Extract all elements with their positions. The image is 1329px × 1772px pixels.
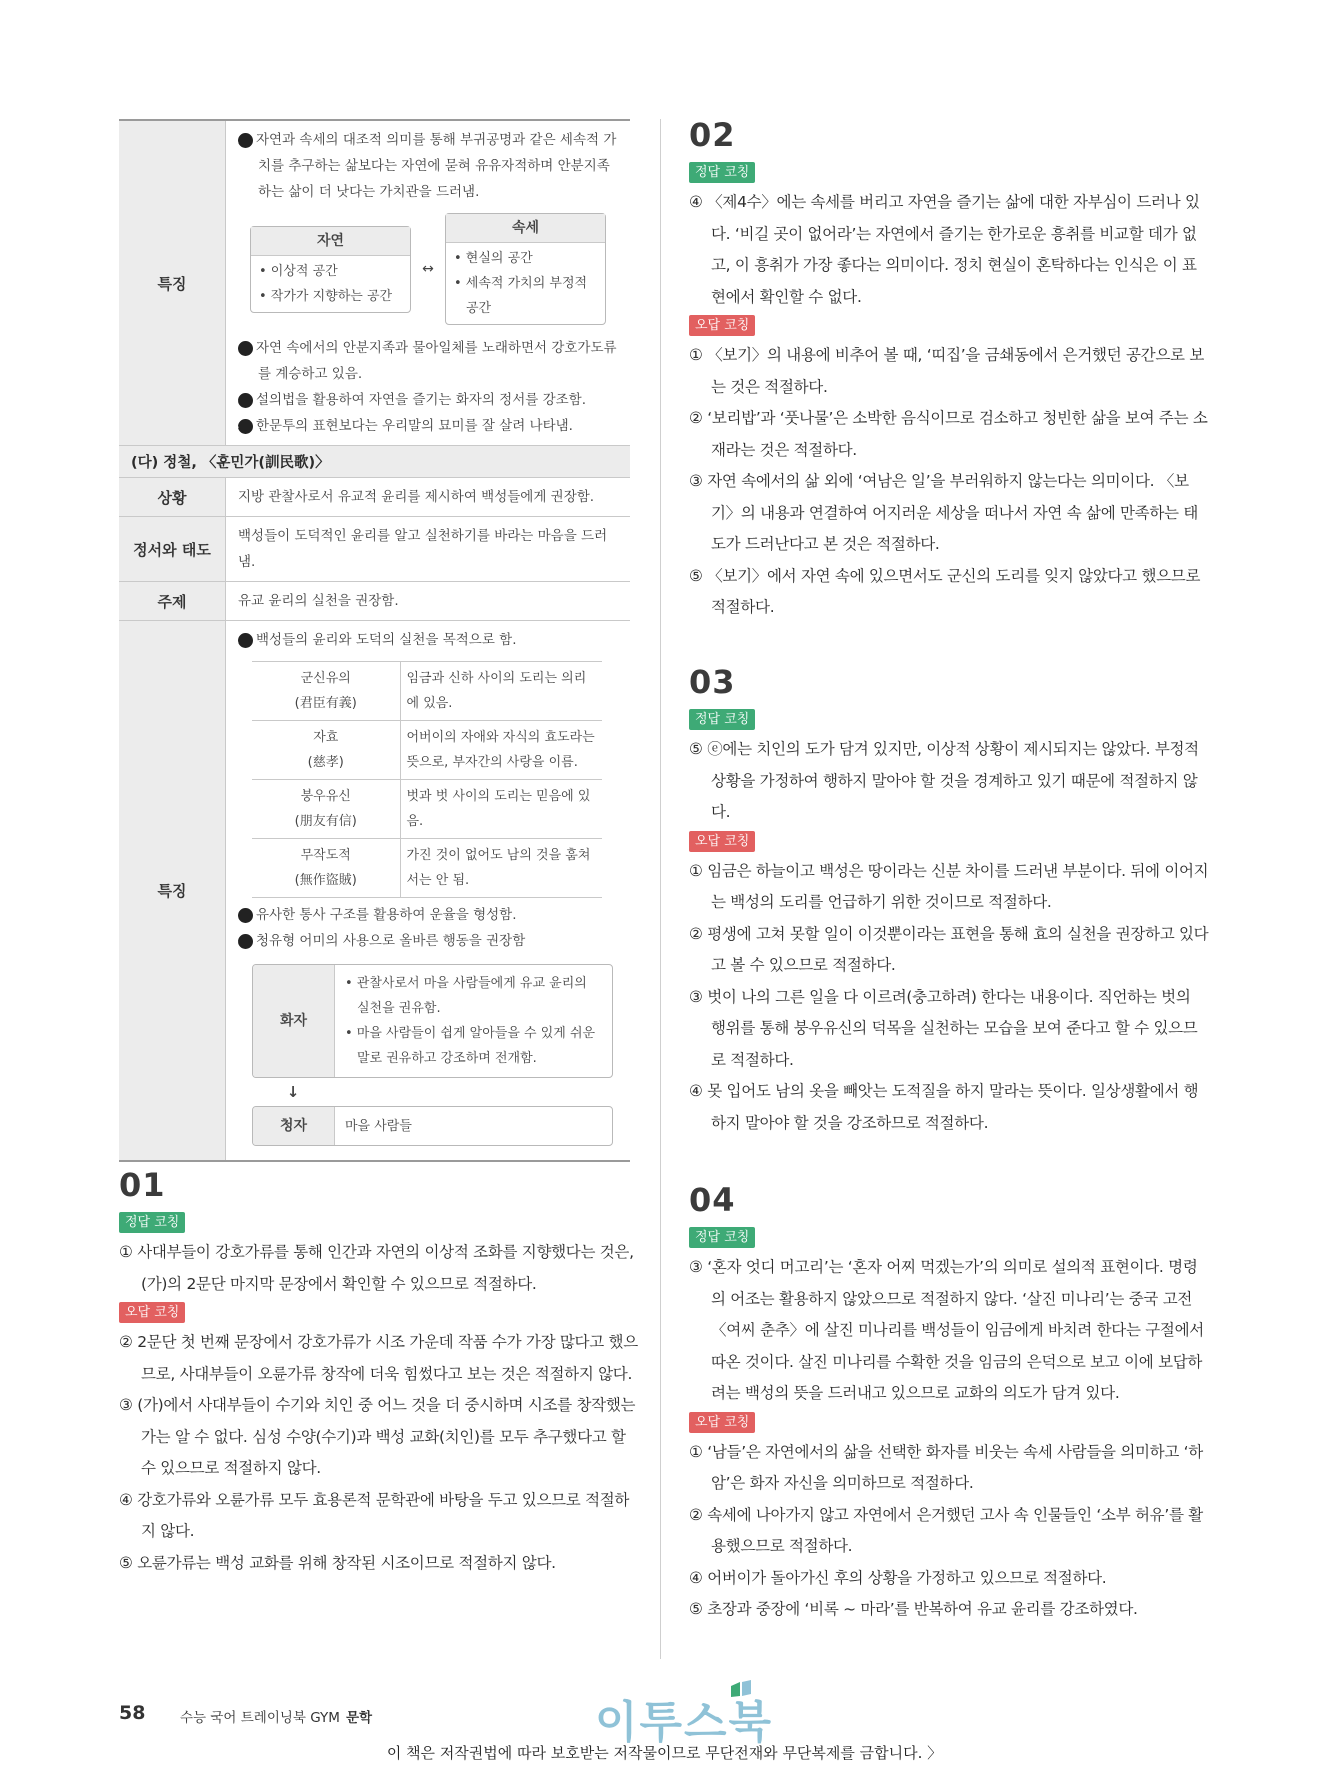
nature-item: • 이상적 공간 — [259, 263, 338, 279]
feature-label: 특징 — [119, 621, 226, 1160]
answer-item: ② 2문단 첫 번째 문장에서 강호가류가 시조 가운데 작품 수가 가장 많다고 했으므로, 사대부들이 오륜가류 창작에 더욱 힘썼다고 보는 것은 적절하지 않다. — [119, 1333, 638, 1383]
nature-box — [250, 226, 411, 313]
ethic-desc: 어버이의 자애와 자식의 효도라는 뜻으로, 부자간의 사랑을 이름. — [400, 721, 602, 780]
world-item: • 세속적 가치의 부정적 공간 — [454, 276, 588, 316]
world-title: 속세 — [446, 214, 605, 243]
number-2-icon: 2 — [238, 908, 253, 923]
answer-item: ① 〈보기〉의 내용에 비추어 볼 때, ‘띠집’을 금쇄동에서 은거했던 공간으로 보는 것은 적절하다. — [689, 346, 1204, 396]
answer-item: ④ 강호가류와 오륜가류 모두 효용론적 문학관에 바탕을 두고 있으므로 적절하지 않다. — [119, 1490, 630, 1540]
feature-body-2 — [226, 621, 630, 1160]
book-title — [180, 1706, 372, 1726]
answer-item: ③ 자연 속에서의 삶 외에 ‘여남은 일’을 부러워하지 않는다는 의미이다. 〈보기〉의 내용과 연결하여 어지러운 세상을 떠나서 자연 속 삶에 만족하는 태도가 드러난다고 본 것은 적절하다. — [689, 472, 1198, 553]
wrong-tag: 오답 코칭 — [689, 315, 755, 336]
feature2-point3: 청유형 어미의 사용으로 올바른 행동을 권장함 — [256, 933, 526, 949]
section-title: (다) 정철, 〈훈민가(訓民歌)〉 — [119, 446, 630, 478]
feature2-point1: 백성들의 윤리와 도덕의 실천을 목적으로 함. — [256, 632, 517, 648]
ethic-hanja: (君臣有義) — [294, 696, 357, 711]
answer-04 — [689, 1181, 1209, 1626]
answer-02 — [689, 116, 1209, 624]
ethic-desc: 임금과 신하 사이의 도리는 의리에 있음. — [400, 662, 602, 721]
nature-item: • 작가가 지향하는 공간 — [259, 288, 393, 304]
publisher-logo: 이투스북 — [595, 1697, 774, 1748]
ethic-hanja: (朋友有信) — [294, 814, 357, 829]
ethic-hanja: (無作盜賊) — [294, 873, 357, 888]
feature2-point2: 유사한 통사 구조를 활용하여 운율을 형성함. — [256, 907, 517, 923]
answer-item: ⑤ 오륜가류는 백성 교화를 위해 창작된 시조이므로 적절하지 않다. — [119, 1553, 556, 1572]
copyright-notice: 이 책은 저작권법에 따라 보호받는 저작물이므로 무단전재와 무단복제를 금합니다. 〉 — [386, 1744, 943, 1762]
question-number: 01 — [119, 1166, 166, 1204]
number-1-icon: 1 — [238, 633, 253, 648]
correct-tag: 정답 코칭 — [119, 1212, 185, 1233]
answer-03 — [689, 663, 1209, 1139]
wrong-tag: 오답 코칭 — [689, 831, 755, 852]
answer-item: ④ 어버이가 돌아가신 후의 상황을 가정하고 있으므로 적절하다. — [689, 1568, 1107, 1587]
world-box — [445, 213, 606, 325]
answer-item: ⑤ 〈보기〉에서 자연 속에 있으면서도 군신의 도리를 잊지 않았다고 했으므로 적절하다. — [689, 566, 1201, 616]
speaker-item: • 마을 사람들이 쉽게 알아들을 수 있게 쉬운 말로 권유하고 강조하며 전개함. — [345, 1026, 596, 1066]
nature-world-comparison — [250, 213, 622, 325]
question-number: 02 — [689, 116, 736, 154]
ethic-name: 군신유의 — [300, 671, 351, 686]
feature1-point4: 한문투의 표현보다는 우리말의 묘미를 잘 살려 나타냄. — [256, 418, 573, 434]
speaker-label: 화자 — [253, 965, 335, 1077]
speaker-item: • 관찰사로서 마을 사람들에게 유교 윤리의 실천을 권유함. — [345, 976, 587, 1016]
ethic-desc: 벗과 벗 사이의 도리는 믿음에 있음. — [400, 780, 602, 839]
ethic-name: 붕우유신 — [300, 789, 351, 804]
number-4-icon: 4 — [238, 419, 253, 434]
theme-label: 주제 — [119, 582, 226, 620]
answer-item: ③ (가)에서 사대부들이 수기와 치인 중 어느 것을 더 중시하며 시조를 창작했는가는 알 수 없다. 심성 수양(수기)과 백성 교화(치인)를 모두 추구했다고 할 수 있으므로 적절하지 않다. — [119, 1396, 636, 1477]
answer-item: ③ ‘혼자 엇디 머고리’는 ‘혼자 어찌 먹겠는가’의 의미로 설의적 표현이다. 명령의 어조는 활용하지 않았으므로 적절하지 않다. ‘살진 미나리’는 중국 고전 〈여씨 춘추〉에 살진 미나리를 백성들이 임금에게 바치려 한다는 구절에서 따온 것이다. 살진 미나리를 수확한 것을 임금의 은덕으로 보고 이에 보답하려는 백성의 뜻을 드러내고 있으므로 교화의 의도가 담겨 있다. — [689, 1258, 1204, 1402]
correct-tag: 정답 코칭 — [689, 709, 755, 730]
number-3-icon: 3 — [238, 934, 253, 949]
listener-text: 마을 사람들 — [345, 1118, 412, 1134]
number-2-icon: 2 — [238, 341, 253, 356]
feature-row-2 — [119, 621, 630, 1162]
answer-item: ③ 벗이 나의 그른 일을 다 이르려(충고하려) 한다는 내용이다. 직언하는 벗의 행위를 통해 붕우유신의 덕목을 실천하는 모습을 보여 준다고 할 수 있으므로 적절하다. — [689, 987, 1198, 1069]
book-name: 수능 국어 트레이닝북 GYM — [180, 1710, 340, 1726]
theme-row — [119, 582, 630, 621]
feature1-point2: 자연 속에서의 안분지족과 물아일체를 노래하면서 강호가도류를 계승하고 있음. — [256, 340, 617, 382]
down-arrow-icon: ↓ — [286, 1083, 300, 1101]
book-mark-icon — [730, 1680, 752, 1698]
world-item: • 현실의 공간 — [454, 251, 533, 266]
wrong-tag: 오답 코칭 — [119, 1302, 185, 1323]
question-number: 03 — [689, 663, 736, 701]
answer-item: ② 속세에 나아가지 않고 자연에서 은거했던 고사 속 인물들인 ‘소부 허유’를 활용했으므로 적절하다. — [689, 1505, 1203, 1555]
number-3-icon: 3 — [238, 393, 253, 408]
answer-item: ④ 못 입어도 남의 옷을 빼앗는 도적질을 하지 말라는 뜻이다. 일상생활에서 행하지 말아야 할 것을 강조하므로 적절하다. — [689, 1082, 1199, 1132]
situation-row — [119, 478, 630, 517]
feature-body-1 — [226, 121, 630, 445]
column-divider — [660, 119, 661, 1659]
speaker-diagram — [252, 964, 613, 1146]
ethic-name: 무작도적 — [300, 848, 351, 863]
answer-item: ⑤ 초장과 중장에 ‘비록 ~ 마라’를 반복하여 유교 윤리를 강조하였다. — [689, 1600, 1138, 1618]
ethics-table — [252, 661, 602, 898]
table-row — [252, 780, 602, 839]
book-subject: 문학 — [345, 1710, 373, 1726]
emotion-row — [119, 517, 630, 582]
table-row — [252, 721, 602, 780]
theme-text: 유교 윤리의 실천을 권장함. — [238, 593, 399, 609]
summary-table — [119, 119, 630, 1162]
listener-label: 청자 — [253, 1107, 335, 1145]
answer-01 — [119, 1166, 639, 1579]
feature1-point3: 설의법을 활용하여 자연을 즐기는 화자의 정서를 강조함. — [256, 392, 586, 408]
speaker-box — [252, 964, 613, 1078]
ethic-name: 자효 — [313, 730, 339, 745]
nature-title: 자연 — [251, 227, 410, 256]
emotion-label: 정서와 태도 — [119, 517, 226, 581]
feature1-point1: 자연과 속세의 대조적 의미를 통해 부귀공명과 같은 세속적 가치를 추구하는 삶보다는 자연에 묻혀 유유자적하며 안분지족하는 삶이 더 낫다는 가치관을 드러냄. — [256, 132, 617, 200]
answer-item: ① ‘남들’은 자연에서의 삶을 선택한 화자를 비웃는 속세 사람들을 의미하고 ‘하암’은 화자 자신을 의미하므로 적절하다. — [689, 1442, 1203, 1492]
feature-row-1 — [119, 121, 630, 446]
table-row — [252, 839, 602, 898]
page-number: 58 — [119, 1702, 146, 1724]
answer-item: ⑤ ⓔ에는 치인의 도가 담겨 있지만, 이상적 상황이 제시되지는 않았다. 부정적 상황을 가정하여 행하지 말아야 할 것을 경계하고 있기 때문에 적절하지 않다. — [689, 740, 1199, 821]
situation-text: 지방 관찰사로서 유교적 윤리를 제시하여 백성들에게 권장함. — [238, 489, 595, 505]
table-row — [252, 662, 602, 721]
ethic-hanja: (慈孝) — [307, 755, 344, 770]
answer-item: ② ‘보리밥’과 ‘풋나물’은 소박한 음식이므로 검소하고 청빈한 삶을 보여 주는 소재라는 것은 적절하다. — [689, 409, 1208, 459]
listener-box — [252, 1106, 613, 1146]
answer-item: ① 임금은 하늘이고 백성은 땅이라는 신분 차이를 드러낸 부분이다. 뒤에 이어지는 백성의 도리를 언급하기 위한 것이므로 적절하다. — [689, 861, 1209, 911]
answer-item: ① 사대부들이 강호가류를 통해 인간과 자연의 이상적 조화를 지향했다는 것은, (가)의 2문단 마지막 문장에서 확인할 수 있으므로 적절하다. — [119, 1243, 634, 1293]
emotion-text: 백성들이 도덕적인 윤리를 알고 실천하기를 바라는 마음을 드러냄. — [238, 528, 608, 570]
number-1-icon: 1 — [238, 133, 253, 148]
question-number: 04 — [689, 1181, 736, 1219]
feature-label: 특징 — [119, 121, 226, 445]
wrong-tag: 오답 코칭 — [689, 1412, 755, 1433]
situation-label: 상황 — [119, 478, 226, 516]
correct-tag: 정답 코칭 — [689, 162, 755, 183]
answer-item: ② 평생에 고쳐 못할 일이 이것뿐이라는 표현을 통해 효의 실천을 권장하고 있다고 볼 수 있으므로 적절하다. — [689, 924, 1209, 974]
ethic-desc: 가진 것이 없어도 남의 것을 훔쳐서는 안 됨. — [400, 839, 602, 898]
double-arrow-icon: ↔ — [422, 261, 434, 277]
answer-item: ④ 〈제4수〉에는 속세를 버리고 자연을 즐기는 삶에 대한 자부심이 드러나 있다. ‘비길 곳이 없어라’는 자연에서 즐기는 한가로운 흥취를 비교할 데가 없고, 이 흥취가 가장 좋다는 의미이다. 정치 현실이 혼탁하다는 인식은 이 표현에서 확인할 수 없다. — [689, 193, 1200, 306]
correct-tag: 정답 코칭 — [689, 1227, 755, 1248]
